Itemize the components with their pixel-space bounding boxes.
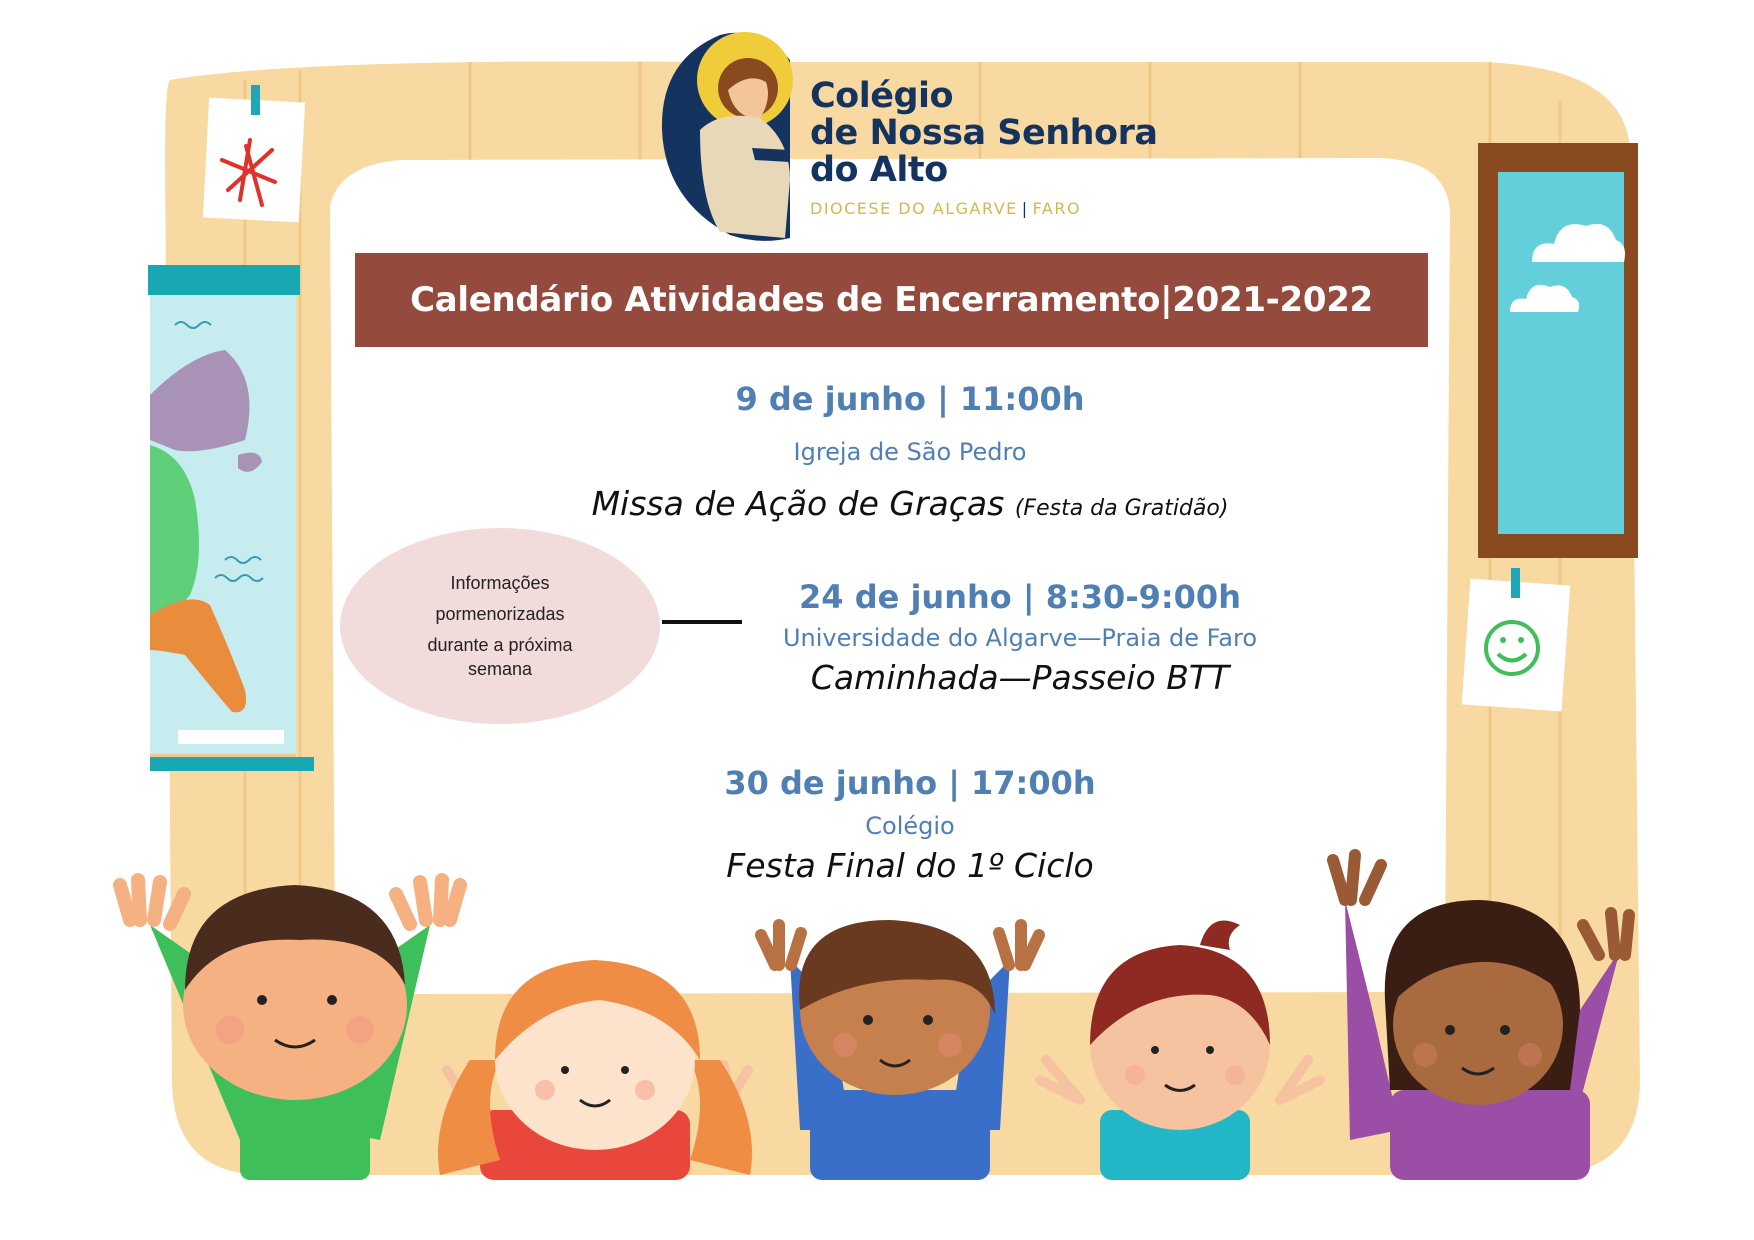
school-name-line: Colégio <box>810 76 954 116</box>
diocese-subtitle <box>810 199 1081 218</box>
event-title <box>540 484 1280 523</box>
info-line: pormenorizadas <box>435 604 565 624</box>
event-name: Missa de Ação de Graças <box>591 484 1005 523</box>
school-name-line: do Alto <box>810 150 948 190</box>
page-title: Calendário Atividades de Encerramento|2021-2022 <box>410 280 1373 320</box>
info-line: durante a próxima <box>427 635 573 655</box>
school-name <box>810 76 1158 190</box>
event-location: Colégio <box>865 812 955 840</box>
info-text <box>405 571 595 681</box>
info-bubble <box>340 528 660 724</box>
event-date: 9 de junho | 11:00h <box>735 380 1085 418</box>
map-poster-icon <box>148 265 314 771</box>
diocese-label: DIOCESE DO ALGARVE <box>810 199 1018 218</box>
title-banner <box>355 253 1428 347</box>
event-title: Caminhada—Passeio BTT <box>810 658 1230 697</box>
subtitle-separator: | <box>1021 199 1029 218</box>
star-note-icon <box>203 85 305 222</box>
event-date: 24 de junho | 8:30-9:00h <box>799 578 1241 616</box>
city-label: FARO <box>1032 199 1082 218</box>
event-date: 30 de junho | 17:00h <box>724 764 1096 802</box>
info-line: Informações <box>450 573 550 593</box>
event-note: (Festa da Gratidão) <box>1014 496 1229 521</box>
event-location: Igreja de São Pedro <box>793 438 1027 466</box>
school-name-line: de Nossa Senhora <box>810 113 1158 153</box>
event-location: Universidade do Algarve—Praia de Faro <box>782 624 1258 652</box>
info-line: semana <box>467 659 533 679</box>
event-title: Festa Final do 1º Ciclo <box>726 846 1094 885</box>
smiley-note-icon <box>1462 568 1571 711</box>
window-icon <box>1478 143 1638 558</box>
